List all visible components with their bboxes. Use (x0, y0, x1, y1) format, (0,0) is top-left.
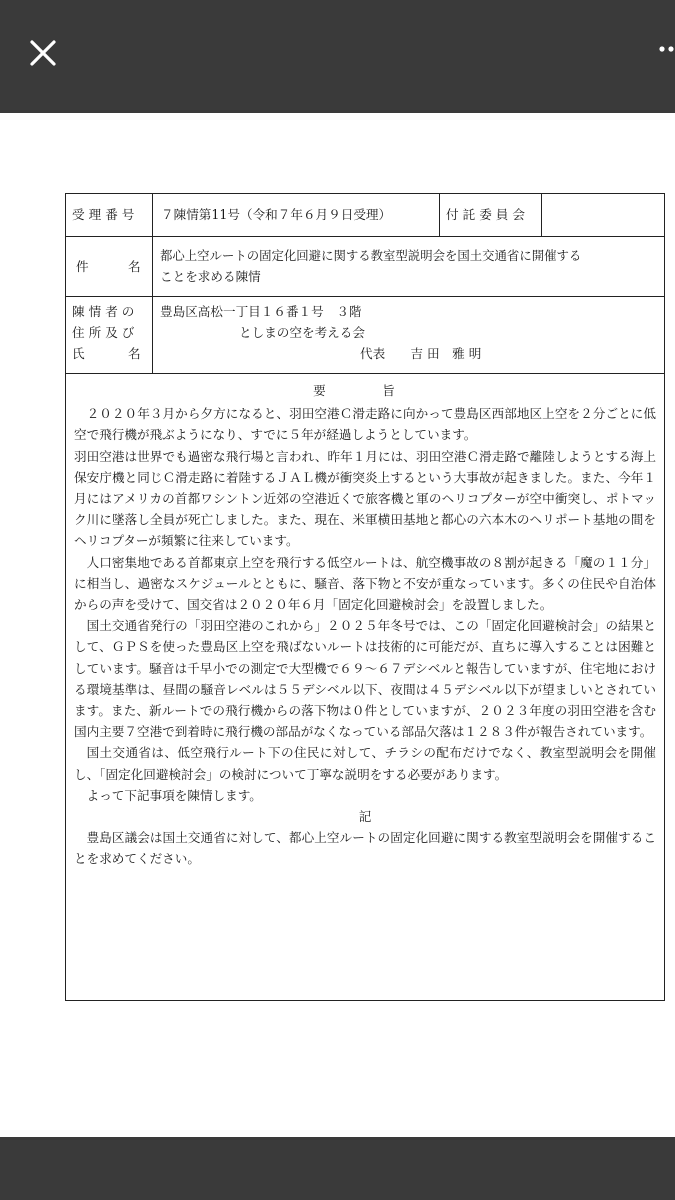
more-vertical-icon (650, 40, 675, 70)
viewer-top-bar (0, 0, 675, 113)
receipt-number-label-text: 受理番号 (72, 207, 139, 222)
more-options-button[interactable] (650, 40, 675, 70)
receipt-number-value (153, 194, 440, 236)
subject-label-a: 件 (76, 259, 89, 274)
summary-paragraph-2: 羽田空港は世界でも過密な飛行場と言われ、昨年１月には、羽田空港Ｃ滑走路で離陸しようとする海上保安庁機と同じＣ滑走路に着陸するＪＡＬ機が衝突炎上するという大事故が起きました。また、今年１月にはアメリカの首都ワシントン近郊の空港近くで旅客機と軍のヘリコプターが空中衝突し、ポトマック川に墜落し全員が死亡しました。また、現在、米軍横田基地と都心の六本木のヘリポート基地の間をヘリコプターが頻繁に往来しています。 (74, 448, 656, 549)
petitioner-label-b: 名 (128, 346, 141, 361)
petitioner-label (66, 297, 153, 373)
subject-value (153, 237, 664, 296)
committee-label (440, 194, 542, 236)
petitioner-label-line-3 (72, 343, 152, 364)
subject-line-2: ことを求める陳情 (160, 269, 261, 284)
close-button[interactable] (26, 36, 60, 70)
request-paragraph: 豊島区議会は国土交通省に対して、都心上空ルートの固定化回避に関する教室型説明会を開催することを求めてください。 (74, 830, 656, 867)
receipt-number-label (66, 194, 153, 236)
committee-label-text: 付託委員会 (446, 207, 529, 222)
ki-heading: 記 (358, 809, 372, 825)
summary-paragraph-5: 国土交通省は、低空飛行ルート下の住民に対して、チラシの配布だけでなく、教室型説明会を開催し、「固定化回避検討会」の検討について丁寧な説明をする必要があります。 (74, 745, 656, 782)
subject-label-b: 名 (128, 259, 141, 274)
summary-section (66, 374, 664, 1000)
petitioner-representative: 代表 吉 田 雅 明 (360, 346, 482, 361)
close-icon (26, 36, 60, 70)
petitioner-label-line-1: 陳情者の (72, 304, 139, 319)
viewer-bottom-bar (0, 1137, 675, 1200)
subject-label (66, 237, 153, 296)
summary-paragraph-3: 人口密集地である首都東京上空を飛行する低空ルートは、航空機事故の８割が起きる「魔の１１分」に相当し、過密なスケジュールとともに、騒音、落下物と不安が重なっています。多くの住民や自治体からの声を受けて、国交省は２０２０年６月「固定化回避検討会」を設置しました。 (74, 554, 656, 613)
petitioner-address: 豊島区高松一丁目１６番１号 ３階 (160, 304, 362, 319)
summary-paragraph-1: ２０２０年３月から夕方になると、羽田空港Ｃ滑走路に向かって豊島区西部地区上空を２分ごとに低空で飛行機が飛ぶようになり、すでに５年が経過しようとしています。 (74, 406, 656, 443)
petitioner-row (66, 297, 664, 374)
summary-paragraph-4: 国土交通省発行の「羽田空港のこれから」２０２５年冬号では、この「固定化回避検討会」の結果として、ＧＰＳを使った豊島区上空を飛ばないルートは技術的に可能だが、直ちに導入することは困難としています。騒音は千早小での測定で大型機で６９～６７デシベルと報告していますが、住宅地における環境基準は、昼間の騒音レベルは５５デシベル以下、夜間は４５デシベル以下が望ましいとされています。また、新ルートでの飛行機からの落下物は０件としていますが、２０２３年度の羽田空港を含む国内主要７空港で到着時に飛行機の部品がなくなっている部品欠落は１２８３件が報告されています。 (74, 618, 656, 740)
petition-document (65, 193, 665, 1001)
receipt-number-text: ７陳情第11号（令和７年６月９日受理） (161, 207, 392, 222)
subject-row (66, 237, 664, 297)
summary-heading: 要 旨 (313, 383, 417, 398)
committee-value (542, 194, 664, 236)
petitioner-organization: としまの空を考える会 (239, 325, 365, 340)
subject-line-1: 都心上空ルートの固定化回避に関する教室型説明会を国土交通省に開催する (160, 248, 582, 263)
petitioner-label-a: 氏 (72, 346, 85, 361)
receipt-row (66, 194, 664, 237)
petitioner-value (153, 297, 664, 373)
summary-paragraph-6: よって下記事項を陳情します。 (86, 787, 262, 803)
petitioner-label-line-2: 住所及び (72, 325, 139, 340)
